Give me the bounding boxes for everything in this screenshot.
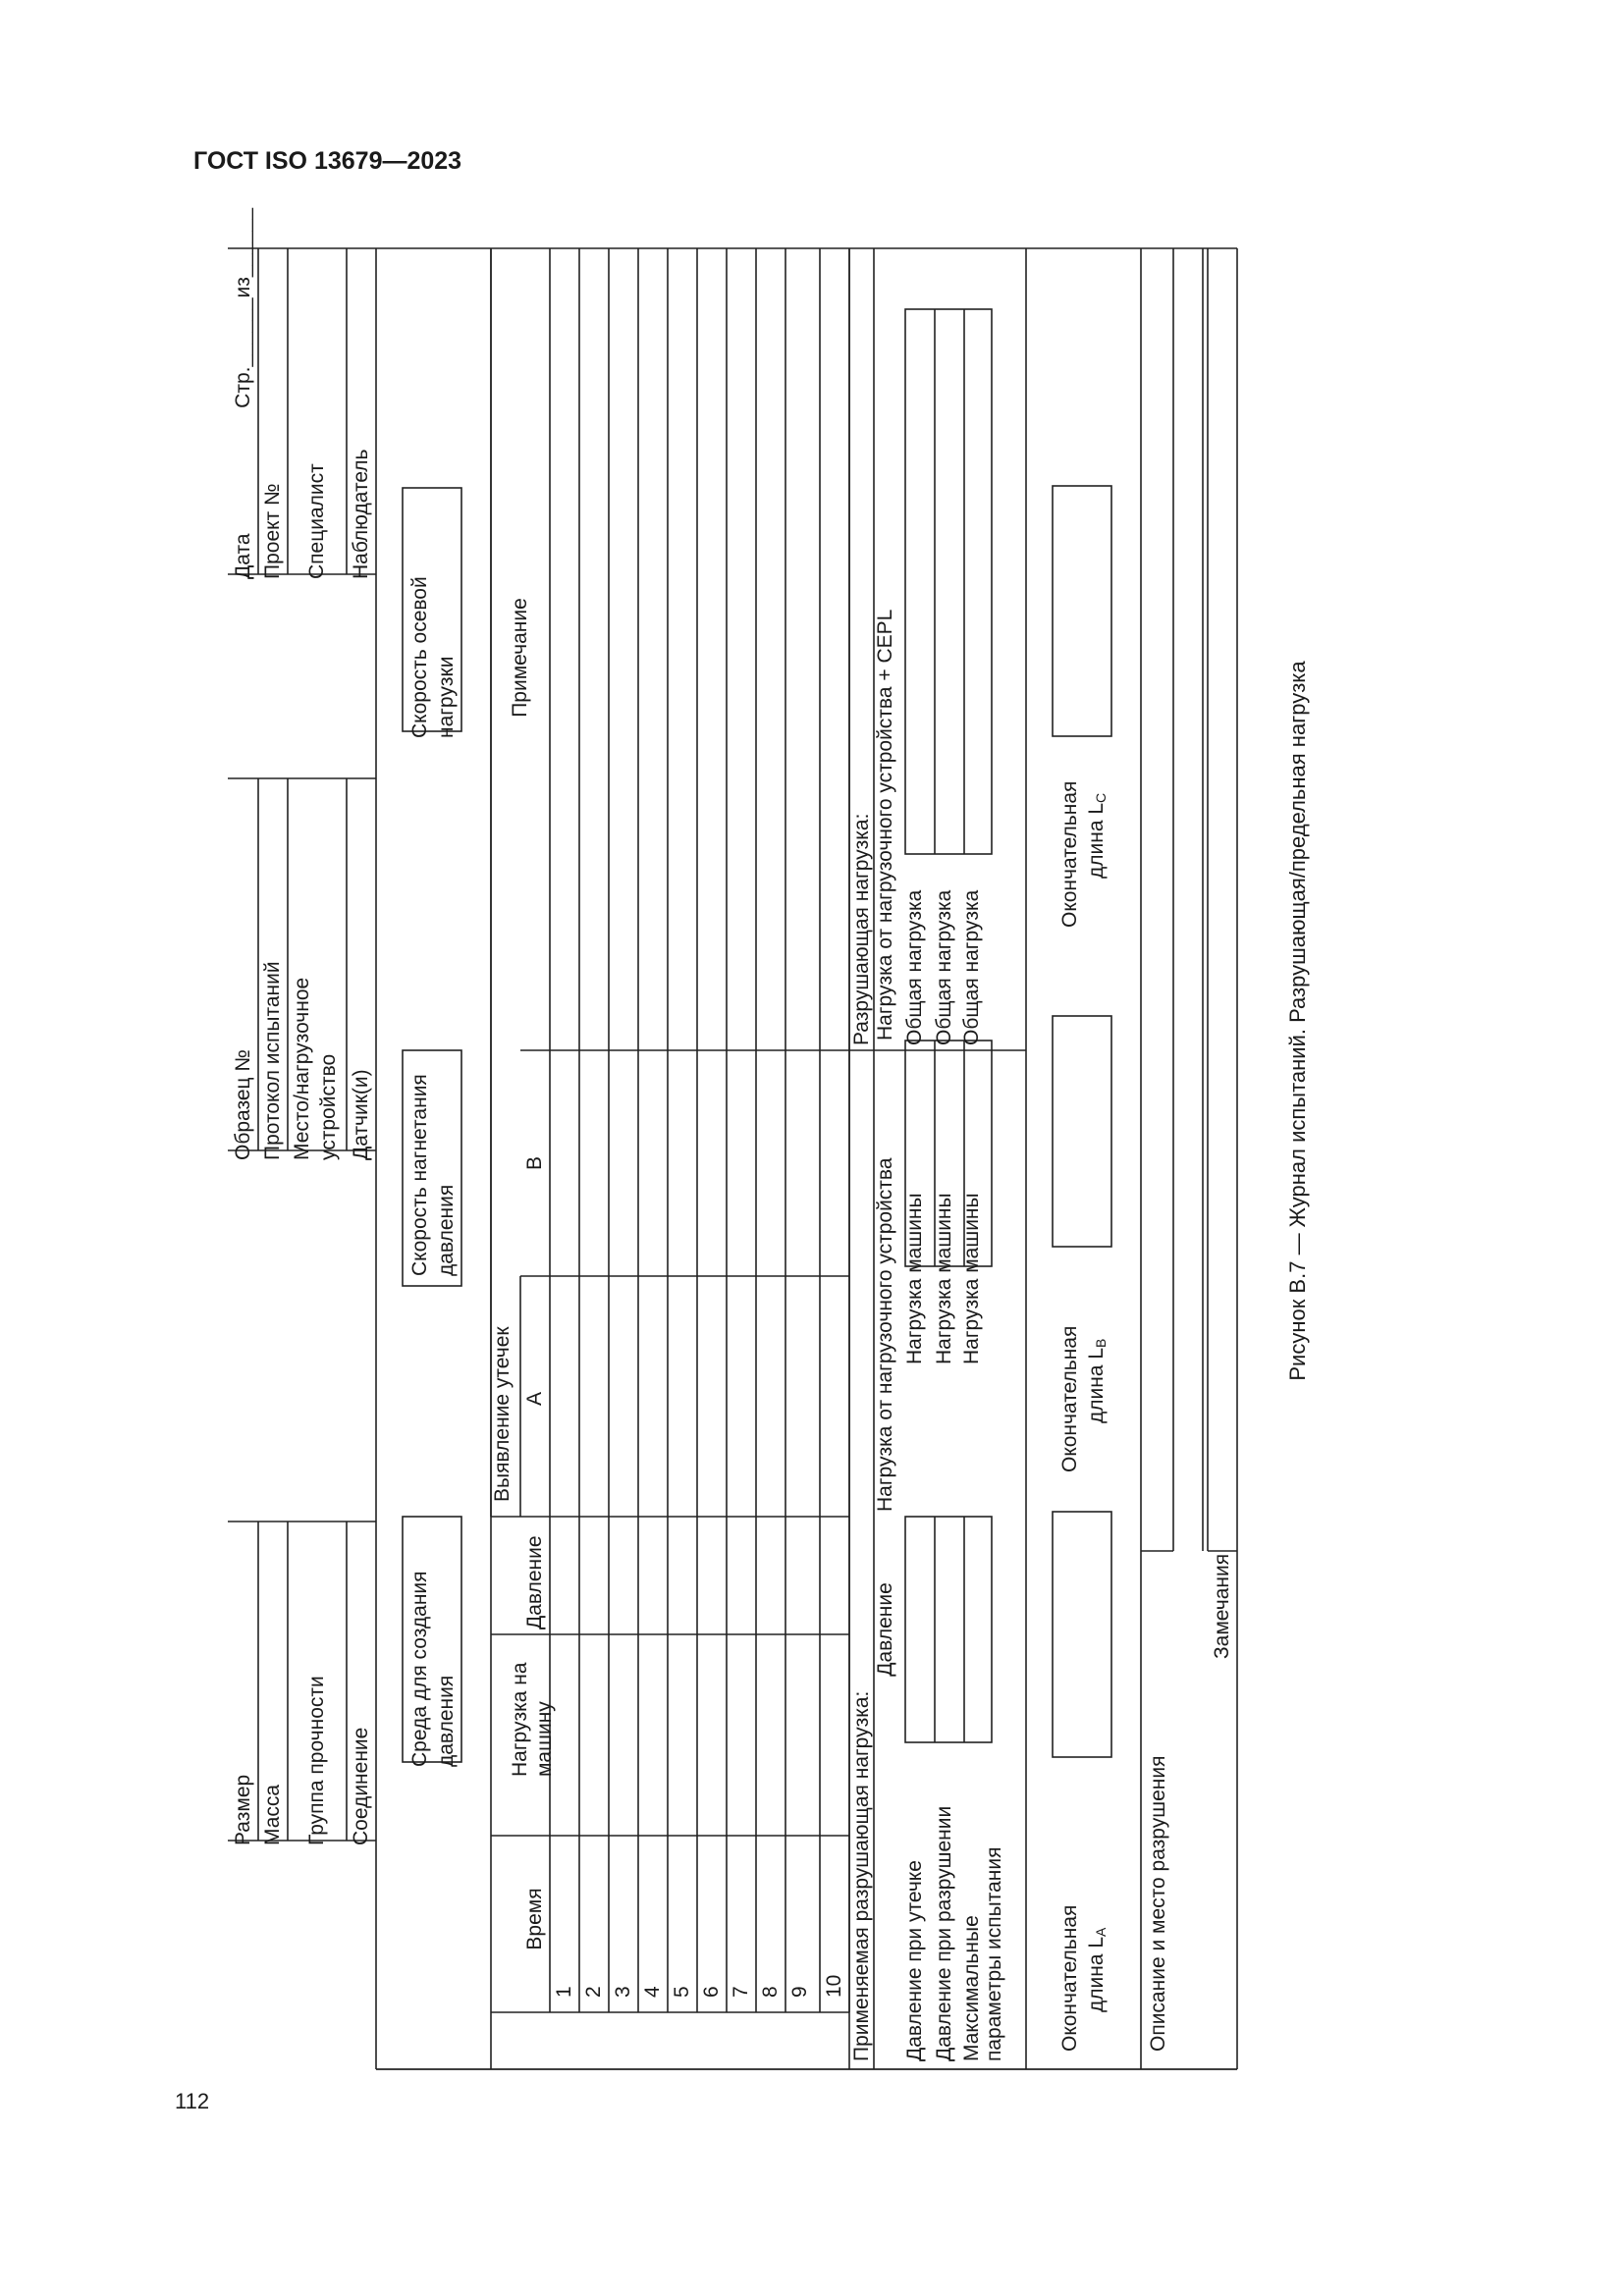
- applied-label: Применяемая разрушающая нагрузка:: [849, 1690, 873, 2061]
- left-field-label-2: Группа прочности: [304, 1676, 328, 1845]
- row-number-4: 4: [640, 1986, 664, 1998]
- machine-load-1: Нагрузка машины: [932, 1193, 955, 1364]
- left-field-label-1: Масса: [260, 1784, 284, 1845]
- row-number-10: 10: [822, 1974, 845, 1998]
- row-number-7: 7: [729, 1986, 752, 1998]
- row-label-failure: Давление при разрушении: [932, 1805, 955, 2061]
- row-number-9: 9: [787, 1986, 811, 1998]
- machine-load-2: Нагрузка машины: [959, 1193, 983, 1364]
- col-pressure: Давление: [522, 1535, 546, 1629]
- row-label-max: Максимальные: [959, 1915, 983, 2061]
- machine-load-header: Нагрузка от нагрузочного устройства: [873, 1157, 896, 1512]
- right-field-label-0: Дата: [231, 533, 254, 579]
- page-label: Стр.______из______: [231, 208, 254, 408]
- row-number-1: 1: [552, 1986, 575, 1998]
- col-a: A: [522, 1391, 546, 1407]
- middle-field-label-2: Место/нагрузочное: [290, 977, 313, 1160]
- pressure-values[interactable]: [905, 1517, 992, 1742]
- col-note: Примечание: [508, 598, 531, 718]
- axial-label: Скорость осевой: [407, 576, 431, 738]
- right-field-label-2: Специалист: [304, 463, 328, 579]
- row-label-leak: Давление при утечке: [902, 1860, 926, 2061]
- total-load-2: Общая нагрузка: [959, 889, 983, 1045]
- row-number-3: 3: [611, 1986, 634, 1998]
- label-lc: длина $L_C$: [1084, 792, 1109, 879]
- middle-field-label-4: Датчик(и): [349, 1069, 372, 1160]
- page-number: 112: [175, 2089, 210, 2113]
- col-load-2: машину: [532, 1701, 556, 1777]
- axial-label-2: нагрузки: [434, 656, 458, 738]
- machine-load-0: Нагрузка машины: [902, 1193, 926, 1364]
- remarks-label: Замечания: [1210, 1553, 1233, 1659]
- middle-field-label-0: Образец №: [231, 1049, 254, 1160]
- combined-header: Нагрузка от нагрузочного устройства + CEPL: [873, 609, 896, 1041]
- total-load-0: Общая нагрузка: [902, 889, 926, 1045]
- medium-label-2: давления: [434, 1675, 458, 1767]
- middle-field-label-3: устройство: [316, 1053, 340, 1160]
- figure-caption: Рисунок В.7 — Журнал испытаний. Разрушающая/предельная нагрузка: [1285, 661, 1310, 1381]
- combined-values[interactable]: [905, 309, 992, 854]
- row-label-max-2: параметры испытания: [982, 1846, 1005, 2061]
- length-lc-box[interactable]: [1053, 486, 1111, 736]
- left-field-label-3: Соединение: [349, 1727, 372, 1845]
- row-number-5: 5: [670, 1986, 693, 1998]
- form-grid: [228, 248, 1237, 2069]
- row-number-6: 6: [699, 1986, 723, 1998]
- pressure-header: Давление: [873, 1582, 896, 1677]
- final-la: Окончательная: [1057, 1904, 1081, 2052]
- final-lb: Окончательная: [1057, 1325, 1081, 1472]
- description-label: Описание и место разрушения: [1146, 1755, 1169, 2052]
- row-number-8: 8: [758, 1986, 782, 1998]
- left-field-label-0: Размер: [231, 1774, 254, 1845]
- document-header: ГОСТ ISO 13679—2023: [193, 147, 462, 175]
- length-la-box[interactable]: [1053, 1512, 1111, 1757]
- col-time: Время: [522, 1888, 546, 1950]
- right-field-label-3: Наблюдатель: [349, 449, 372, 579]
- final-lc: Окончательная: [1057, 780, 1081, 928]
- col-leak: Выявление утечек: [490, 1326, 514, 1502]
- rate-label-2: давления: [434, 1184, 458, 1276]
- length-lb-box[interactable]: [1053, 1016, 1111, 1247]
- right-field-label-1: Проект №: [260, 483, 284, 579]
- total-load-1: Общая нагрузка: [932, 889, 955, 1045]
- label-la: длина $L_A$: [1084, 1927, 1109, 2012]
- row-number-2: 2: [581, 1986, 605, 1998]
- label-lb: длина $L_B$: [1084, 1338, 1109, 1423]
- medium-label: Среда для создания: [407, 1571, 431, 1767]
- col-load: Нагрузка на: [508, 1662, 531, 1777]
- destructive-label: Разрушающая нагрузка:: [849, 813, 873, 1045]
- middle-field-label-1: Протокол испытаний: [260, 961, 284, 1160]
- rate-label: Скорость нагнетания: [407, 1074, 431, 1276]
- col-b: B: [522, 1155, 546, 1171]
